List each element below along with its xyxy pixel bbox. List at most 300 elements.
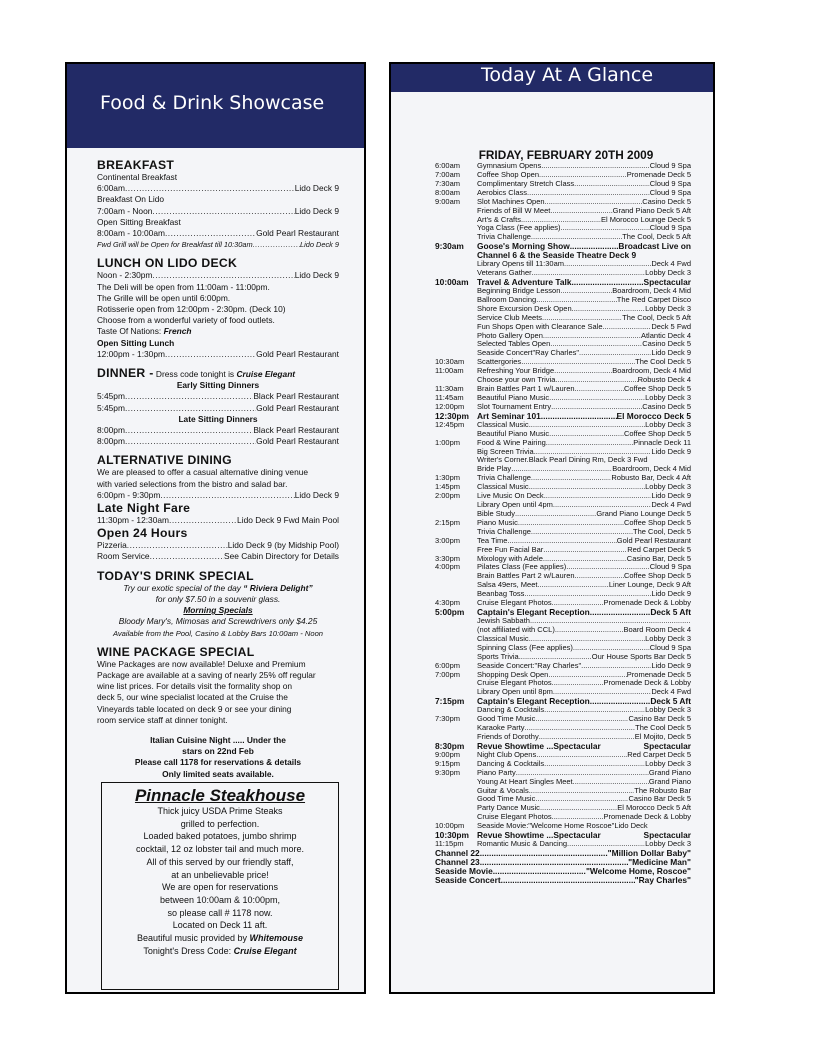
schedule-row bbox=[435, 474, 691, 483]
event-location: Boardroom, Deck 4 Mid bbox=[612, 286, 691, 295]
event-location: The Cool, Deck 5 Aft bbox=[622, 313, 691, 322]
schedule-row bbox=[435, 769, 691, 778]
event-location: "Medicine Man" bbox=[628, 857, 691, 867]
event-name: Jewish Sabbath bbox=[477, 617, 530, 626]
lunch-line bbox=[97, 326, 339, 337]
event-time bbox=[435, 332, 477, 341]
event-name: Coffee Shop Open bbox=[477, 170, 539, 179]
event-location: Lido Deck 9 bbox=[651, 661, 691, 670]
event-name: Goose's Morning Show bbox=[477, 242, 570, 252]
schedule-row bbox=[435, 492, 691, 501]
pinnacle-title: Pinnacle Steakhouse bbox=[134, 786, 306, 805]
event-time: 7:30pm bbox=[435, 714, 461, 724]
event-location: Lobby Deck 3 bbox=[645, 840, 691, 849]
event-location: Cloud 9 Spa bbox=[649, 179, 691, 188]
event-time bbox=[435, 635, 477, 644]
time: 11:30pm - 12:30am bbox=[97, 515, 170, 526]
schedule-row bbox=[435, 412, 691, 421]
schedule-row bbox=[435, 742, 691, 751]
event-name: Revue Showtime ...Spectacular bbox=[477, 741, 601, 751]
schedule-date: FRIDAY, FEBRUARY 20TH 2009 bbox=[478, 148, 654, 162]
event-location: Lobby Deck 3 bbox=[645, 706, 691, 715]
open-24-heading: Open 24 Hours bbox=[97, 526, 188, 541]
dinner-heading: DINNER - bbox=[97, 366, 154, 381]
time: 5:45pm bbox=[97, 402, 125, 413]
event-location: Our House Sports Bar Deck 5 bbox=[591, 652, 691, 661]
event-time: 9:00pm bbox=[435, 749, 461, 759]
schedule-row bbox=[435, 260, 691, 269]
schedule-row bbox=[435, 287, 691, 296]
wine-heading: WINE PACKAGE SPECIAL bbox=[97, 644, 255, 659]
event-time bbox=[435, 224, 477, 233]
schedule-row bbox=[435, 626, 691, 635]
event-name: Writer's Corner.Black Pearl Dining Rm, Deck 3 Fwd bbox=[477, 456, 648, 465]
event-location: Lobby Deck 3 bbox=[645, 634, 691, 643]
event-name: Tea Time bbox=[477, 536, 508, 545]
dress-code: Dress code tonight is bbox=[155, 369, 235, 380]
event-name: Ballroom Dancing bbox=[477, 295, 537, 304]
late-night-heading: Late Night Fare bbox=[97, 501, 191, 516]
event-time: 10:00am bbox=[435, 276, 469, 287]
event-time: 5:00pm bbox=[435, 607, 465, 618]
food-drink-panel bbox=[65, 62, 366, 994]
event-location: Deck 5 Fwd bbox=[651, 322, 691, 331]
schedule-row bbox=[435, 635, 691, 644]
event-time: 6:00pm bbox=[435, 660, 461, 670]
schedule-row bbox=[435, 706, 691, 715]
schedule-row bbox=[435, 608, 691, 617]
schedule-row bbox=[435, 251, 691, 260]
event-name: Library Opens till 11:30am bbox=[477, 260, 564, 269]
event-location: Casino Deck 5 bbox=[642, 402, 691, 411]
schedule-row bbox=[435, 278, 691, 287]
venue: Lido Deck 9 bbox=[294, 489, 339, 500]
italian-line: Only limited seats available. bbox=[162, 768, 274, 779]
alt-line: We are pleased to offer a casual alternative dining venue bbox=[97, 467, 309, 478]
venue: Black Pearl Restaurant bbox=[253, 425, 339, 436]
event-name: Trivia Challenge bbox=[477, 527, 531, 536]
event-name: Art's & Crafts bbox=[477, 215, 521, 224]
time: 8:00pm bbox=[97, 425, 125, 436]
event-name: Brain Battles Part 1 w/Lauren bbox=[477, 385, 575, 394]
event-name: Slot Machines Open bbox=[477, 197, 545, 206]
event-location: "Ray Charles" bbox=[634, 875, 691, 885]
schedule-row bbox=[435, 207, 691, 216]
alt-row bbox=[97, 515, 339, 526]
event-location: Robusto Bar, Deck 4 Aft bbox=[611, 474, 691, 483]
event-location: Cloud 9 Spa bbox=[649, 188, 691, 197]
event-name: Good Time Music bbox=[477, 795, 536, 804]
schedule-row bbox=[435, 724, 691, 733]
schedule-row bbox=[435, 198, 691, 207]
event-location: Board Room Deck 4 bbox=[623, 625, 691, 634]
event-time: 4:30pm bbox=[435, 598, 461, 608]
event-location: Lobby Deck 3 bbox=[645, 304, 691, 313]
event-name: Spinning Class (Fee applies) bbox=[477, 643, 573, 652]
event-location: Deck 5 Aft bbox=[650, 608, 691, 618]
wine-line: Package are available at a saving of nearly 25% off regular bbox=[97, 669, 316, 680]
event-name: Cruise Elegant Photos bbox=[477, 813, 552, 822]
event-name: Big Screen Trivia bbox=[477, 447, 534, 456]
schedule-row bbox=[435, 590, 691, 599]
schedule-row bbox=[435, 804, 691, 813]
schedule-row bbox=[435, 305, 691, 314]
event-name: (not affiliated with CCL) bbox=[477, 625, 555, 634]
event-time: 9:00am bbox=[435, 196, 461, 206]
event-location: Lido Deck 9 bbox=[651, 590, 691, 599]
event-name: Complimentary Stretch Class bbox=[477, 179, 575, 188]
drink-line bbox=[97, 583, 339, 594]
event-location: Coffee Shop Deck 5 bbox=[624, 429, 691, 438]
venue: Lido Deck 9 (by Midship Pool) bbox=[227, 540, 339, 551]
event-location: The Cool Deck 5 bbox=[635, 724, 691, 733]
alt-line: with varied selections from the bistro and salad bar. bbox=[97, 478, 288, 489]
pinnacle-line: Located on Deck 11 aft. bbox=[172, 920, 268, 931]
pinnacle-line: Thick juicy USDA Prime Steaks bbox=[157, 806, 283, 816]
time: 6:00pm - 9:30pm bbox=[97, 489, 161, 500]
event-time: 7:30am bbox=[435, 178, 461, 188]
note: Fwd Grill will be Open for Breakfast till 10:30am bbox=[97, 240, 253, 250]
venue: Lido Deck 9 Fwd Main Pool bbox=[237, 515, 339, 526]
dress-label: Tonight's Dress Code: bbox=[143, 945, 232, 956]
venue: Gold Pearl Restaurant bbox=[256, 402, 339, 413]
schedule-row bbox=[435, 501, 691, 510]
schedule-row bbox=[435, 162, 691, 171]
schedule-row bbox=[435, 563, 691, 572]
event-location: Casino Bar, Deck 5 bbox=[626, 554, 691, 563]
event-location: Grand Piano Lounge Deck 5 bbox=[596, 509, 691, 518]
event-time bbox=[435, 626, 477, 635]
event-name: Sports Trivia bbox=[477, 652, 519, 661]
italian-line: Italian Cuisine Night ..... Under the bbox=[150, 734, 286, 745]
schedule-row bbox=[435, 376, 691, 385]
schedule-row bbox=[435, 876, 691, 885]
schedule-row bbox=[435, 813, 691, 822]
schedule-row bbox=[435, 189, 691, 198]
drink-heading: TODAY'S DRINK SPECIAL bbox=[97, 568, 254, 583]
event-name: Shopping Desk Open bbox=[477, 670, 549, 679]
pinnacle-line: Loaded baked potatoes, jumbo shrimp bbox=[143, 831, 297, 842]
schedule-row bbox=[435, 242, 691, 251]
schedule-row bbox=[435, 465, 691, 474]
event-time: 9:30am bbox=[435, 241, 464, 252]
schedule-row bbox=[435, 171, 691, 180]
event-time bbox=[435, 296, 477, 305]
schedule-row bbox=[435, 180, 691, 189]
event-location: The Red Carpet Disco bbox=[616, 295, 691, 304]
event-location: El Mojito, Deck 5 bbox=[634, 733, 691, 741]
event-location: "Million Dollar Baby" bbox=[607, 848, 691, 858]
schedule-row bbox=[435, 546, 691, 555]
event-location: El Morocco Deck 5 Aft bbox=[617, 804, 691, 813]
event-location: El Morocco Deck 5 bbox=[616, 411, 691, 421]
pinnacle-line: grilled to perfection. bbox=[180, 818, 260, 829]
venue: Lido Deck 9 bbox=[294, 183, 339, 194]
event-name: Live Music On Deck bbox=[477, 492, 544, 501]
event-location: Lobby Deck 3 bbox=[645, 269, 691, 278]
event-name: Art Seminar 101 bbox=[477, 411, 541, 421]
today-title: Today At A Glance bbox=[481, 64, 654, 86]
event-time bbox=[435, 305, 477, 314]
event-name: Friends of Dorothy bbox=[477, 733, 539, 741]
time: 5:45pm bbox=[97, 391, 125, 402]
schedule-row bbox=[435, 394, 691, 403]
breakfast-line: Open Sitting Breakfast bbox=[97, 216, 181, 227]
event-location: Cloud 9 Spa bbox=[649, 224, 691, 233]
event-location: Promenade Deck 5 bbox=[626, 170, 691, 179]
event-time: 11:00am bbox=[435, 366, 464, 376]
event-name: Beautiful Piano Music bbox=[477, 429, 550, 438]
event-name: Beautiful Piano Music bbox=[477, 393, 550, 402]
venue: Gold Pearl Restaurant bbox=[256, 348, 339, 359]
italian-line: Please call 1178 for reservations & details bbox=[134, 757, 302, 768]
event-name: Cruise Elegant Photos bbox=[477, 679, 552, 688]
drink-name: “ Riviera Delight” bbox=[243, 582, 313, 593]
venue: Lido Deck 9 bbox=[294, 205, 339, 216]
event-location: Promenade Deck & Lobby bbox=[603, 813, 691, 822]
schedule-row bbox=[435, 662, 691, 671]
schedule-row bbox=[435, 795, 691, 804]
event-location: Promenade Deck & Lobby bbox=[603, 679, 691, 688]
event-time: 1:00pm bbox=[435, 437, 461, 447]
event-name: Channel 6 & the Seaside Theatre Deck 9 bbox=[477, 251, 637, 261]
event-time bbox=[435, 572, 477, 581]
event-time: 10:30am bbox=[435, 357, 465, 367]
event-time: 1:30pm bbox=[435, 473, 461, 483]
event-name: Cruise Elegant Photos bbox=[477, 599, 552, 608]
event-location: Spectacular bbox=[643, 831, 691, 841]
event-location: Deck 4 Fwd bbox=[651, 688, 691, 697]
event-time bbox=[435, 804, 477, 813]
pinnacle-line: between 10:00am & 10:00pm, bbox=[159, 894, 281, 905]
dinner-row bbox=[97, 403, 339, 414]
food-drink-banner bbox=[67, 64, 364, 148]
drink-line: Available from the Pool, Casino & Lobby Bars 10:00am - Noon bbox=[112, 628, 324, 638]
event-name: Trivia Challenge bbox=[477, 474, 531, 483]
event-time: 3:30pm bbox=[435, 553, 461, 563]
schedule-row bbox=[435, 439, 691, 448]
alt-dining-heading: ALTERNATIVE DINING bbox=[97, 453, 232, 468]
time: Noon - 2:30pm bbox=[97, 270, 153, 281]
lunch-line: The Grille will be open until 6:00pm. bbox=[97, 292, 231, 303]
event-time bbox=[435, 795, 477, 804]
event-location: "Welcome Home, Roscoe" bbox=[585, 866, 691, 876]
schedule-row bbox=[435, 715, 691, 724]
taste-value: French bbox=[163, 326, 192, 337]
schedule-row bbox=[435, 671, 691, 680]
schedule-row bbox=[435, 314, 691, 323]
event-time bbox=[435, 644, 477, 653]
event-name: Choose your own Trivia bbox=[477, 376, 556, 385]
alt-row bbox=[97, 551, 339, 562]
event-time bbox=[435, 287, 477, 296]
event-time bbox=[435, 207, 477, 216]
event-time: 1:45pm bbox=[435, 482, 461, 492]
schedule-row bbox=[435, 358, 691, 367]
late-dinners: Late Sitting Dinners bbox=[178, 413, 258, 424]
event-time: 2:00pm bbox=[435, 491, 461, 501]
event-time: 10:00pm bbox=[435, 821, 465, 831]
event-time bbox=[435, 778, 477, 787]
venue: Lido Deck 9 bbox=[299, 240, 339, 250]
event-time bbox=[435, 448, 477, 457]
event-name: Dancing & Cocktails bbox=[477, 706, 545, 715]
schedule-row bbox=[435, 233, 691, 242]
event-location: The Robusto Bar bbox=[634, 786, 691, 795]
event-location: Lobby Deck 3 bbox=[645, 420, 691, 429]
event-name: Brain Battles Part 2 w/Lauren bbox=[477, 572, 575, 581]
event-name: Bible Study bbox=[477, 509, 515, 518]
schedule-row bbox=[435, 528, 691, 537]
schedule-row bbox=[435, 510, 691, 519]
schedule-row bbox=[435, 831, 691, 840]
event-time bbox=[435, 724, 477, 733]
event-location: Lido Deck 9 bbox=[651, 492, 691, 501]
schedule-row bbox=[435, 581, 691, 590]
event-time: 7:15pm bbox=[435, 696, 465, 707]
event-time: 8:30pm bbox=[435, 740, 465, 751]
event-name: Selected Tables Open bbox=[477, 340, 551, 349]
italian-line: stars on 22nd Feb bbox=[182, 746, 254, 757]
schedule-row bbox=[435, 644, 691, 653]
pinnacle-line: All of this served by our friendly staff, bbox=[146, 856, 294, 867]
event-name: Yoga Class (Fee applies) bbox=[477, 224, 561, 233]
pinnacle-line: cocktail, 12 oz lobster tail and much more. bbox=[135, 844, 305, 855]
food-drink-title: Food & Drink Showcase bbox=[100, 92, 325, 114]
venue: See Cabin Directory for Details bbox=[224, 551, 339, 562]
today-panel-body bbox=[391, 64, 713, 992]
event-name: Captain's Elegant Reception bbox=[477, 697, 590, 707]
drink-line: for only $7.50 in a souvenir glass. bbox=[155, 593, 281, 604]
pinnacle-line: We are open for reservations bbox=[162, 882, 278, 893]
event-time: 12:30pm bbox=[435, 410, 469, 421]
event-location: Casino Deck 5 bbox=[642, 340, 691, 349]
event-location: Promenade Deck & Lobby bbox=[603, 599, 691, 608]
event-time: 2:15pm bbox=[435, 517, 461, 527]
breakfast-row bbox=[97, 206, 339, 217]
event-name: Salsa 49ers, Meet bbox=[477, 581, 538, 590]
event-time: 12:00pm bbox=[435, 401, 465, 411]
lunch-line: The Deli will be open from 11:00am - 11:00pm. bbox=[97, 281, 270, 292]
wine-line: Wine Packages are now available! Deluxe and Premium bbox=[97, 658, 306, 669]
event-time bbox=[435, 323, 477, 332]
drink-intro: Try our exotic special of the day bbox=[123, 582, 241, 593]
schedule-row bbox=[435, 537, 691, 546]
schedule-row bbox=[435, 296, 691, 305]
pinnacle-steakhouse-box bbox=[101, 782, 339, 990]
event-location: Cloud 9 Spa bbox=[649, 563, 691, 572]
lunch-heading: LUNCH ON LIDO DECK bbox=[97, 256, 238, 271]
event-name: Trivia Challenge bbox=[477, 233, 531, 242]
outlet: Pizzeria bbox=[97, 540, 127, 551]
morning-specials: Morning Specials bbox=[183, 605, 253, 616]
event-name: Slot Tournament Entry bbox=[477, 402, 552, 411]
event-time: 4:00pm bbox=[435, 562, 461, 572]
event-location: Lido Deck 9 bbox=[651, 349, 691, 358]
event-location: Promenade Deck 5 bbox=[626, 670, 691, 679]
event-name: Fun Shops Open with Clearance Sale bbox=[477, 322, 603, 331]
pinnacle-dress bbox=[102, 945, 338, 958]
lunch-row bbox=[97, 270, 339, 281]
breakfast-line: Breakfast On Lido bbox=[97, 194, 165, 205]
event-name: Scattergories bbox=[477, 358, 522, 367]
event-location: El Morocco Lounge Deck 5 bbox=[600, 215, 691, 224]
event-name: Seaside Concert:"Ray Charles" bbox=[477, 661, 582, 670]
dinner-heading-row bbox=[97, 366, 339, 380]
event-name: Library Open until 8pm bbox=[477, 688, 553, 697]
lunch-line: Choose from a wonderful variety of food outlets. bbox=[97, 315, 275, 326]
event-time: 12:45pm bbox=[435, 419, 465, 429]
food-drink-content bbox=[97, 158, 339, 780]
schedule-row bbox=[435, 456, 691, 465]
event-time: Channel 22 bbox=[435, 847, 480, 858]
venue: Gold Pearl Restaurant bbox=[256, 228, 339, 239]
schedule-row bbox=[435, 688, 691, 697]
schedule-row bbox=[435, 679, 691, 688]
breakfast-row bbox=[97, 183, 339, 194]
event-time: 8:00am bbox=[435, 187, 461, 197]
event-name: Piano Music bbox=[477, 518, 518, 527]
event-location: Liner Lounge, Deck 9 Aft bbox=[608, 581, 691, 590]
time: 8:00am - 10:00am bbox=[97, 228, 165, 239]
event-name: Free Fun Facial Bar bbox=[477, 545, 544, 554]
music-label: Beautiful music provided by bbox=[136, 933, 248, 944]
dress-value: Cruise Elegant bbox=[233, 945, 297, 956]
lunch-line: Open Sitting Lunch bbox=[97, 337, 175, 348]
event-location: Casino Bar Deck 5 bbox=[628, 795, 691, 804]
event-location: Grand Piano Deck 5 Aft bbox=[612, 206, 691, 215]
event-time: 10:30pm bbox=[435, 830, 469, 841]
event-location: Gold Pearl Restaurant bbox=[616, 536, 691, 545]
breakfast-row bbox=[97, 228, 339, 239]
schedule-row bbox=[435, 787, 691, 796]
schedule-row bbox=[435, 367, 691, 376]
event-location: The Cool Deck 5 bbox=[635, 358, 691, 367]
event-location: Grand Piano bbox=[648, 777, 691, 786]
event-name: Beanbag Toss bbox=[477, 590, 525, 599]
event-location: Lobby Deck 3 bbox=[645, 483, 691, 492]
music-value: Whitemouse bbox=[249, 933, 304, 944]
event-location: Coffee Shop Deck 5 bbox=[624, 572, 691, 581]
schedule-row bbox=[435, 599, 691, 608]
dress-code-value: Cruise Elegant bbox=[236, 369, 296, 380]
alt-row bbox=[97, 490, 339, 501]
event-location: Cloud 9 Spa bbox=[649, 643, 691, 652]
event-list bbox=[435, 162, 691, 885]
event-name: Library Open until 4pm bbox=[477, 501, 553, 510]
event-time: Channel 23 bbox=[435, 856, 480, 867]
venue: Gold Pearl Restaurant bbox=[256, 436, 339, 447]
event-time bbox=[435, 679, 477, 688]
dinner-row bbox=[97, 425, 339, 436]
event-name: Dancing & Cocktails bbox=[477, 759, 545, 768]
schedule-row bbox=[435, 751, 691, 760]
event-time: 7:00pm bbox=[435, 669, 461, 679]
dinner-row bbox=[97, 391, 339, 402]
event-time: Seaside Movie bbox=[435, 865, 493, 876]
event-time bbox=[435, 581, 477, 590]
schedule-row bbox=[435, 216, 691, 225]
event-time bbox=[435, 787, 477, 796]
lunch-line: Rotisserie open from 12:00pm - 2:30pm. (Deck 10) bbox=[97, 304, 286, 315]
drink-line: Bloody Mary's, Mimosas and Screwdrivers only $4.25 bbox=[118, 616, 318, 627]
event-location: Pinnacle Deck 11 bbox=[633, 438, 691, 447]
event-location: Atlantic Deck 4 bbox=[640, 331, 691, 340]
event-time bbox=[435, 501, 477, 510]
schedule-row bbox=[435, 733, 691, 742]
schedule-row bbox=[435, 403, 691, 412]
outlet: Room Service bbox=[97, 551, 150, 562]
